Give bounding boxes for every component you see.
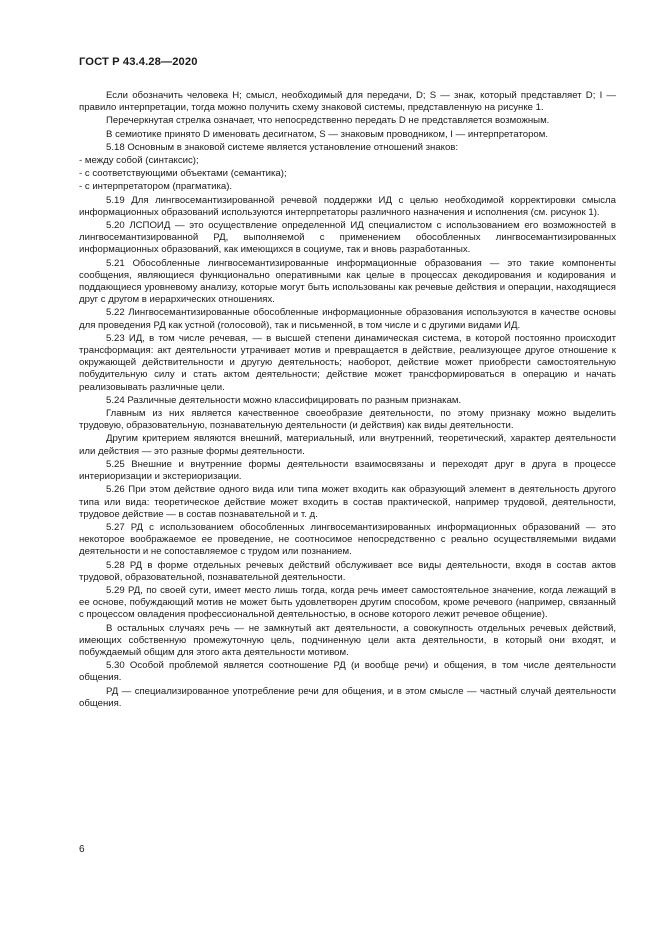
paragraph: 5.22 Лингвосемантизированные обособленные информационные образования используются в качестве основы для проведения РД как устной (голосовой), так и письменной, в том числе и с другими видами ИД. [79,307,616,331]
paragraph: 5.26 При этом действие одного вида или типа может входить как образующий элемент в деятельность другого типа или вида: теоретическое действие может входить в состав практической, например трудовой, деятельности, трудовое действие — в состав познавательной и т. д. [79,484,616,520]
paragraph: Перечеркнутая стрелка означает, что непосредственно передать D не представляется возможным. [106,115,550,127]
document-header: ГОСТ Р 43.4.28—2020 [79,56,198,68]
paragraph: 5.23 ИД, в том числе речевая, — в высшей степени динамическая система, в которой постоянно происходит трансформация: акт деятельности утрачивает мотив и превращается в действие, реализующее другое отношение к окружающей действительности и другую деятельность; наоборот, действие может приобрести самостоятельную побудительную силу и стать актом деятельности; действие может трансформироваться в операцию и начать реализовывать различные цели. [79,332,616,393]
page-number: 6 [79,844,85,855]
paragraph: В семиотике принято D именовать десигнатом, S — знаковым проводником, I — интерпретатором. [106,128,549,140]
paragraph: 5.21 Обособленные лингвосемантизированные информационные образования — это такие компоненты сообщения, являющиеся функционально оперативными как целые в процессах декодирования и кодирования и поддающиеся уровневому анализу, которые могут быть использованы как речевые действия и операции, находящиеся друг с другом в иерархических отношениях. [79,257,616,306]
paragraph: 5.29 РД, по своей сути, имеет место лишь тогда, когда речь имеет самостоятельное значение, когда лежащий в ее основе, побуждающий мотив не может быть удовлетворен другим способом, кроме речевого (например, связанный с процессом овладения профессиональной деятельностью, в основе которого лежит речевое общение). [79,584,616,621]
paragraph: Главным из них является качественное своеобразие деятельности, по этому признаку можно выделить трудовую, образовательную, познавательную деятельности (и действия) как виды деятельности. [79,408,616,432]
paragraph: 5.30 Особой проблемой является соотношение РД (и вообще речи) и общения, в том числе деятельности общения. [79,660,616,684]
paragraph: 5.18 Основным в знаковой системе является установление отношений знаков: [106,141,459,153]
list-item: - с интерпретатором (прагматика). [79,181,233,193]
paragraph: 5.19 Для лингвосемантизированной речевой поддержки ИД с целью необходимой корректировки смысла информационных образований используются интерпретаторы различного назначения и исполнения (см. рисунок 1). [79,194,616,218]
paragraph: Другим критерием являются внешний, материальный, или внутренний, теоретический, характер деятельности или действия — это разные формы деятельности. [79,433,616,457]
paragraph: 5.24 Различные деятельности можно классифицировать по разным признакам. [106,394,462,406]
list-item: - с соответствующими объектами (семантика); [79,168,287,180]
list-item: - между собой (синтаксис); [79,155,199,167]
document-body [79,90,616,711]
paragraph: 5.27 РД с использованием обособленных лингвосемантизированных информационных образований — это некоторое воображаемое ее проведение, не соотносимое непосредственно с реально осуществляемыми видами деятельности и не сопоставляемое с трудом или познанием. [79,521,616,558]
paragraph: 5.25 Внешние и внутренние формы деятельности взаимосвязаны и переходят друг в друга в процессе интериоризации и экстериоризации. [79,458,616,483]
paragraph: РД — специализированное употребление речи для общения, и в этом смысле — частный случай деятельности общения. [79,685,616,709]
paragraph: В остальных случаях речь — не замкнутый акт деятельности, а совокупность отдельных речевых действий, имеющих собственную промежуточную цель, подчиненную цели акта деятельности, в который они входят, и побуждаемый общим для этого акта деятельности мотивом. [79,622,616,658]
paragraph: 5.28 РД в форме отдельных речевых действий обслуживает все виды деятельности, входя в состав актов трудовой, образовательной, познавательной деятельности. [79,559,616,583]
paragraph: 5.20 ЛСПОИД — это осуществление определенной ИД специалистом с использованием его возможностей в лингвосемантизированной РД, выполняемой с применением обособленных лингвосемантизированных информационных образований, как имеющихся в социуме, так и вновь разработанных. [79,220,616,256]
paragraph: Если обозначить человека H; смысл, необходимый для передачи, D; S — знак, который представляет D; I — правило интерпретации, тогда можно получить схему знаковой системы, представленную на рисунке 1. [79,90,616,114]
